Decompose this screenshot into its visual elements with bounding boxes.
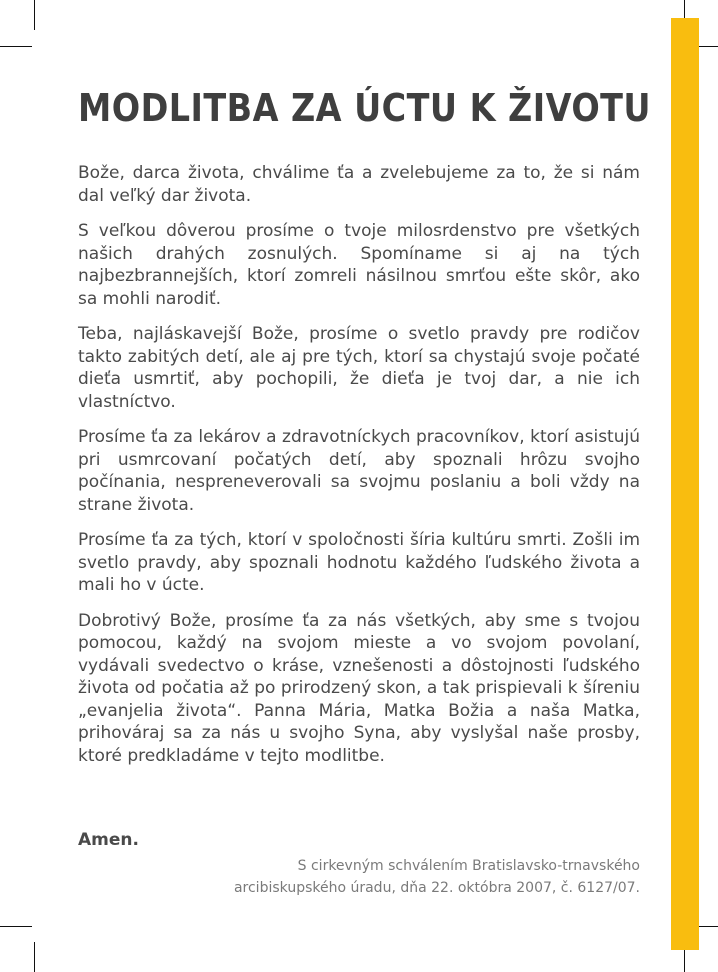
paragraph: Prosíme ťa za lekárov a zdravotníckych pracovníkov, ktorí asistujú pri usmrcovaní počatých detí, aby spoznali hrôzu svojho počínania, nespreneverovali sa svojmu poslaniu a boli vždy na strane života.: [78, 427, 640, 515]
crop-mark: [34, 942, 35, 972]
crop-mark: [0, 46, 32, 47]
paragraph: S veľkou dôverou prosíme o tvoje milosrdenstvo pre všetkých našich drahých zosnulých. Spomíname si aj na tých najbezbrannejších, ktorí zomreli násilnou smrťou ešte skôr, ako sa mohli narodiť.: [78, 221, 640, 309]
crop-mark: [0, 926, 32, 927]
page-title: MODLITBA ZA ÚCTU K ŽIVOTU: [78, 86, 652, 130]
paragraph: Bože, darca života, chválime ťa a zvelebujeme za to, že si nám dal veľký dar života.: [78, 163, 640, 206]
prayer-body: [78, 162, 640, 780]
approval-line: S cirkevným schválením Bratislavsko-trnavského: [297, 858, 640, 874]
amen: Amen.: [78, 830, 139, 850]
paragraph: Teba, najláskavejší Bože, prosíme o svetlo pravdy pre rodičov takto zabitých detí, ale aj pre tých, ktorí sa chystajú svoje počaté dieťa usmrtiť, aby pochopili, že dieťa je tvoj dar, a nie ich vlastníctvo.: [78, 324, 640, 412]
crop-mark: [34, 0, 35, 30]
approval-line: arcibiskupského úradu, dňa 22. októbra 2007, č. 6127/07.: [233, 880, 640, 896]
paragraph: Prosíme ťa za tých, ktorí v spoločnosti šíria kultúru smrti. Zošli im svetlo pravdy, aby spoznali hodnotu každého ľudského života a mali ho v úcte.: [78, 530, 640, 595]
paragraph: Dobrotivý Bože, prosíme ťa za nás všetkých, aby sme s tvojou pomocou, každý na svojom mieste a vo svojom povolaní, vydávali svedectvo o kráse, vznešenosti a dôstojnosti ľudského života od počatia až po prirodzený skon, a tak prispievali k šíreniu „evanjelia života“. Panna Mária, Matka Božia a naša Matka, prihováraj sa za nás u svojho Syna, aby vyslyšal naše prosby, ktoré predkladáme v tejto modlitbe.: [78, 610, 640, 766]
approval-note: [180, 855, 640, 899]
accent-strip: [671, 18, 699, 950]
